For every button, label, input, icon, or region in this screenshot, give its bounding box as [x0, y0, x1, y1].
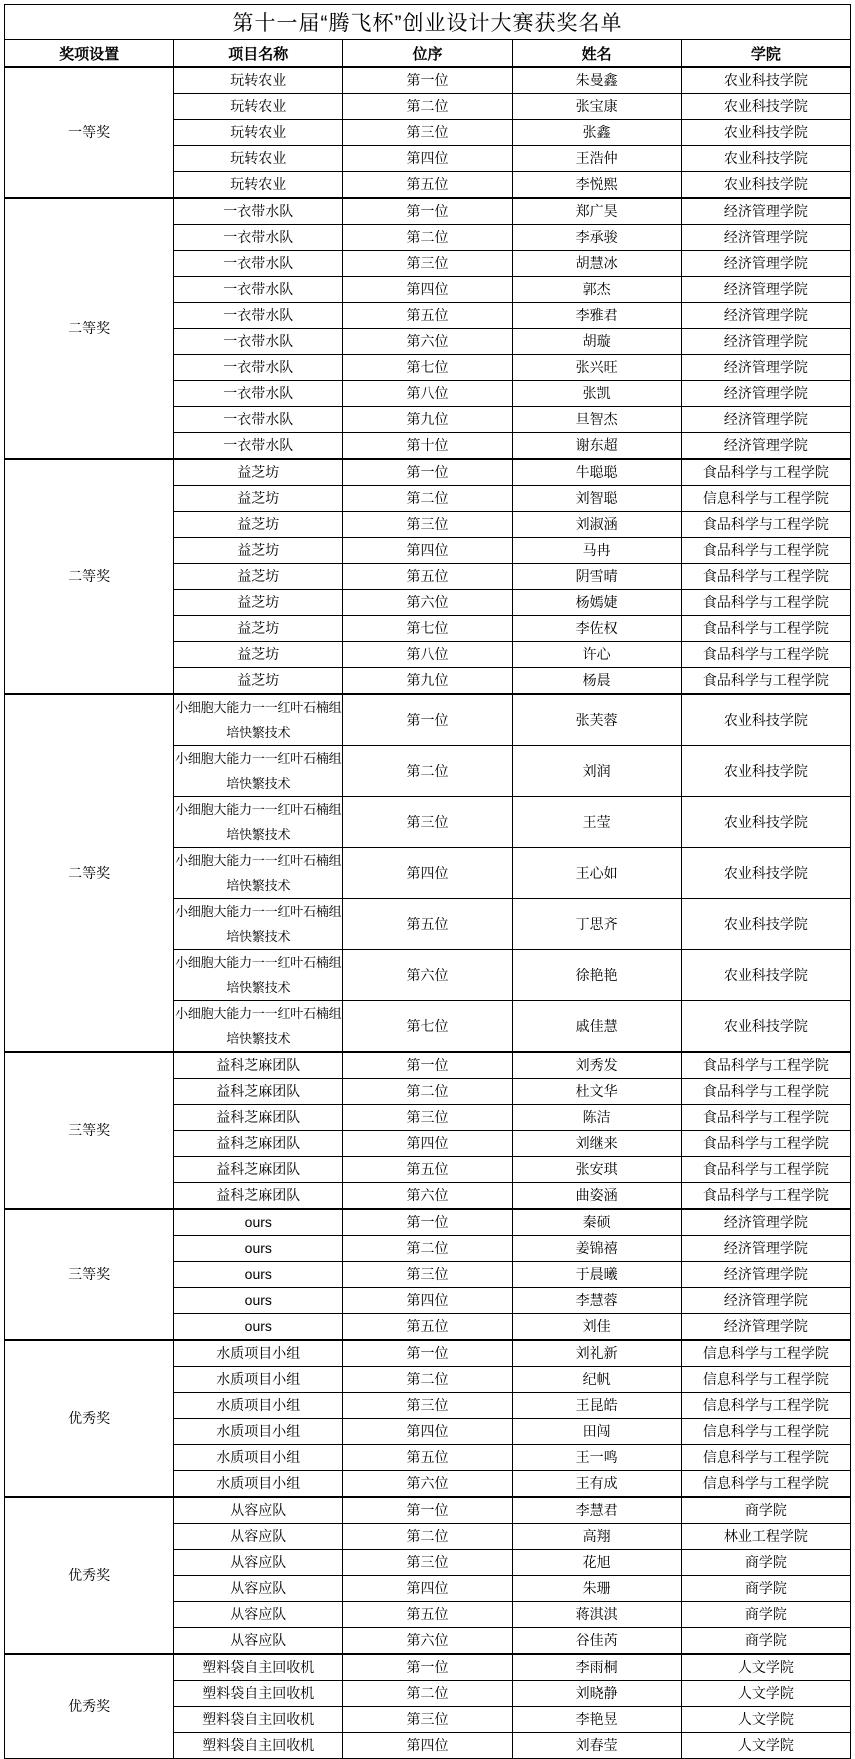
- cell-rank: 第二位: [343, 1079, 512, 1105]
- cell-rank: 第五位: [343, 1314, 512, 1341]
- cell-project: 从容应队: [174, 1628, 343, 1655]
- cell-project: 水质项目小组: [174, 1367, 343, 1393]
- table-body: [5, 67, 851, 1759]
- cell-rank: 第四位: [343, 538, 512, 564]
- cell-project: 水质项目小组: [174, 1471, 343, 1498]
- cell-project: 益芝坊: [174, 616, 343, 642]
- cell-project: 益科芝麻团队: [174, 1157, 343, 1183]
- cell-college: 经济管理学院: [681, 355, 850, 381]
- cell-name: 张宝康: [512, 94, 681, 120]
- cell-name: 杨嫣婕: [512, 590, 681, 616]
- cell-rank: 第四位: [343, 1288, 512, 1314]
- cell-college: 商学院: [681, 1602, 850, 1628]
- table-row: [5, 1497, 851, 1524]
- cell-project: 益芝坊: [174, 538, 343, 564]
- cell-name: 杨晨: [512, 668, 681, 695]
- cell-college: 人文学院: [681, 1681, 850, 1707]
- cell-project: 一衣带水队: [174, 407, 343, 433]
- cell-name: 纪帆: [512, 1367, 681, 1393]
- cell-name: 张芙蓉: [512, 694, 681, 746]
- cell-rank: 第五位: [343, 1445, 512, 1471]
- cell-college: 经济管理学院: [681, 198, 850, 225]
- cell-project: 玩转农业: [174, 172, 343, 199]
- award-group-label: 三等奖: [5, 1052, 174, 1209]
- cell-rank: 第五位: [343, 899, 512, 950]
- cell-name: 马冉: [512, 538, 681, 564]
- cell-college: 食品科学与工程学院: [681, 1157, 850, 1183]
- cell-rank: 第二位: [343, 1367, 512, 1393]
- cell-rank: 第一位: [343, 1340, 512, 1367]
- cell-name: 陈洁: [512, 1105, 681, 1131]
- cell-project: 玩转农业: [174, 67, 343, 94]
- cell-project: 益芝坊: [174, 512, 343, 538]
- column-header-rank: 位序: [343, 40, 512, 68]
- cell-name: 花旭: [512, 1550, 681, 1576]
- cell-name: 于晨曦: [512, 1262, 681, 1288]
- cell-college: 经济管理学院: [681, 1209, 850, 1236]
- cell-name: 刘礼新: [512, 1340, 681, 1367]
- cell-project: 水质项目小组: [174, 1340, 343, 1367]
- cell-rank: 第二位: [343, 1681, 512, 1707]
- cell-project: 益科芝麻团队: [174, 1052, 343, 1079]
- cell-rank: 第九位: [343, 407, 512, 433]
- cell-name: 朱珊: [512, 1576, 681, 1602]
- cell-college: 经济管理学院: [681, 225, 850, 251]
- cell-rank: 第二位: [343, 1236, 512, 1262]
- cell-project: 小细胞大能力一一红叶石楠组培快繁技术: [174, 694, 343, 746]
- cell-project: 小细胞大能力一一红叶石楠组培快繁技术: [174, 848, 343, 899]
- cell-rank: 第一位: [343, 198, 512, 225]
- cell-name: 刘继来: [512, 1131, 681, 1157]
- award-group-label: 三等奖: [5, 1209, 174, 1340]
- cell-project: ours: [174, 1209, 343, 1236]
- cell-college: 农业科技学院: [681, 694, 850, 746]
- cell-college: 人文学院: [681, 1707, 850, 1733]
- cell-name: 丁思齐: [512, 899, 681, 950]
- cell-college: 信息科学与工程学院: [681, 1471, 850, 1498]
- cell-name: 王昆皓: [512, 1393, 681, 1419]
- cell-college: 经济管理学院: [681, 407, 850, 433]
- cell-project: 从容应队: [174, 1524, 343, 1550]
- cell-name: 李艳昱: [512, 1707, 681, 1733]
- cell-college: 农业科技学院: [681, 848, 850, 899]
- cell-college: 农业科技学院: [681, 94, 850, 120]
- cell-project: ours: [174, 1262, 343, 1288]
- cell-project: 从容应队: [174, 1602, 343, 1628]
- cell-name: 张鑫: [512, 120, 681, 146]
- cell-rank: 第十位: [343, 433, 512, 460]
- cell-college: 农业科技学院: [681, 146, 850, 172]
- cell-college: 农业科技学院: [681, 746, 850, 797]
- cell-project: 一衣带水队: [174, 198, 343, 225]
- cell-name: 李慧蓉: [512, 1288, 681, 1314]
- cell-project: ours: [174, 1314, 343, 1341]
- cell-project: 玩转农业: [174, 146, 343, 172]
- cell-name: 张安琪: [512, 1157, 681, 1183]
- cell-project: 小细胞大能力一一红叶石楠组培快繁技术: [174, 746, 343, 797]
- cell-college: 农业科技学院: [681, 120, 850, 146]
- cell-rank: 第六位: [343, 1183, 512, 1210]
- cell-rank: 第六位: [343, 1471, 512, 1498]
- cell-rank: 第七位: [343, 616, 512, 642]
- cell-rank: 第一位: [343, 1497, 512, 1524]
- cell-college: 商学院: [681, 1550, 850, 1576]
- cell-name: 刘智聪: [512, 486, 681, 512]
- award-group-label: 优秀奖: [5, 1654, 174, 1759]
- cell-name: 田闯: [512, 1419, 681, 1445]
- cell-college: 农业科技学院: [681, 899, 850, 950]
- cell-rank: 第四位: [343, 277, 512, 303]
- cell-rank: 第三位: [343, 120, 512, 146]
- cell-project: 益芝坊: [174, 564, 343, 590]
- cell-project: 从容应队: [174, 1550, 343, 1576]
- cell-name: 蒋淇淇: [512, 1602, 681, 1628]
- cell-college: 人文学院: [681, 1654, 850, 1681]
- cell-rank: 第三位: [343, 1393, 512, 1419]
- cell-name: 刘润: [512, 746, 681, 797]
- cell-college: 食品科学与工程学院: [681, 538, 850, 564]
- cell-project: 小细胞大能力一一红叶石楠组培快繁技术: [174, 797, 343, 848]
- cell-name: 王浩仲: [512, 146, 681, 172]
- cell-name: 朱曼鑫: [512, 67, 681, 94]
- cell-rank: 第四位: [343, 848, 512, 899]
- cell-rank: 第三位: [343, 512, 512, 538]
- cell-rank: 第二位: [343, 486, 512, 512]
- cell-project: 小细胞大能力一一红叶石楠组培快繁技术: [174, 950, 343, 1001]
- cell-project: ours: [174, 1236, 343, 1262]
- cell-name: 刘春莹: [512, 1733, 681, 1759]
- cell-name: 牛聪聪: [512, 459, 681, 486]
- award-group-label: 二等奖: [5, 694, 174, 1052]
- cell-college: 农业科技学院: [681, 950, 850, 1001]
- cell-project: 水质项目小组: [174, 1419, 343, 1445]
- cell-college: 食品科学与工程学院: [681, 590, 850, 616]
- cell-rank: 第八位: [343, 642, 512, 668]
- cell-project: 一衣带水队: [174, 225, 343, 251]
- cell-project: 玩转农业: [174, 120, 343, 146]
- cell-rank: 第四位: [343, 1576, 512, 1602]
- table-row: [5, 694, 851, 746]
- cell-rank: 第二位: [343, 746, 512, 797]
- cell-college: 人文学院: [681, 1733, 850, 1759]
- cell-project: 益芝坊: [174, 668, 343, 695]
- cell-college: 农业科技学院: [681, 172, 850, 199]
- cell-college: 经济管理学院: [681, 1236, 850, 1262]
- cell-name: 李悦熙: [512, 172, 681, 199]
- cell-rank: 第一位: [343, 694, 512, 746]
- cell-rank: 第五位: [343, 172, 512, 199]
- cell-rank: 第四位: [343, 146, 512, 172]
- award-group-label: 优秀奖: [5, 1497, 174, 1654]
- cell-rank: 第三位: [343, 797, 512, 848]
- cell-name: 徐艳艳: [512, 950, 681, 1001]
- cell-name: 谢东超: [512, 433, 681, 460]
- cell-rank: 第一位: [343, 459, 512, 486]
- cell-rank: 第一位: [343, 1209, 512, 1236]
- cell-rank: 第九位: [343, 668, 512, 695]
- cell-rank: 第二位: [343, 225, 512, 251]
- cell-college: 信息科学与工程学院: [681, 1419, 850, 1445]
- table-row: [5, 459, 851, 486]
- cell-project: 一衣带水队: [174, 433, 343, 460]
- table-header: [5, 5, 851, 68]
- cell-name: 张兴旺: [512, 355, 681, 381]
- cell-name: 王一鸣: [512, 1445, 681, 1471]
- cell-rank: 第四位: [343, 1131, 512, 1157]
- cell-project: 从容应队: [174, 1497, 343, 1524]
- table-row: [5, 1340, 851, 1367]
- table-row: [5, 1052, 851, 1079]
- cell-name: 曲姿涵: [512, 1183, 681, 1210]
- cell-college: 食品科学与工程学院: [681, 512, 850, 538]
- cell-rank: 第五位: [343, 1157, 512, 1183]
- table-row: [5, 1209, 851, 1236]
- cell-name: 杜文华: [512, 1079, 681, 1105]
- cell-college: 商学院: [681, 1497, 850, 1524]
- cell-college: 信息科学与工程学院: [681, 1340, 850, 1367]
- cell-college: 食品科学与工程学院: [681, 564, 850, 590]
- cell-name: 王心如: [512, 848, 681, 899]
- cell-name: 戚佳慧: [512, 1001, 681, 1053]
- column-header-award: 奖项设置: [5, 40, 174, 68]
- cell-college: 经济管理学院: [681, 303, 850, 329]
- cell-project: 小细胞大能力一一红叶石楠组培快繁技术: [174, 899, 343, 950]
- cell-rank: 第三位: [343, 1105, 512, 1131]
- cell-rank: 第三位: [343, 1262, 512, 1288]
- cell-project: 塑料袋自主回收机: [174, 1707, 343, 1733]
- cell-college: 信息科学与工程学院: [681, 1393, 850, 1419]
- cell-rank: 第五位: [343, 303, 512, 329]
- cell-name: 郭杰: [512, 277, 681, 303]
- column-header-row: [5, 40, 851, 68]
- award-group-label: 一等奖: [5, 67, 174, 198]
- cell-project: 一衣带水队: [174, 381, 343, 407]
- cell-project: 一衣带水队: [174, 277, 343, 303]
- cell-college: 食品科学与工程学院: [681, 1183, 850, 1210]
- cell-rank: 第一位: [343, 1654, 512, 1681]
- cell-name: 张凯: [512, 381, 681, 407]
- table-row: [5, 1654, 851, 1681]
- cell-rank: 第一位: [343, 67, 512, 94]
- cell-college: 经济管理学院: [681, 329, 850, 355]
- cell-name: 王有成: [512, 1471, 681, 1498]
- cell-project: 从容应队: [174, 1576, 343, 1602]
- cell-project: 一衣带水队: [174, 329, 343, 355]
- cell-project: 一衣带水队: [174, 251, 343, 277]
- title-row: [5, 5, 851, 40]
- cell-college: 农业科技学院: [681, 797, 850, 848]
- cell-rank: 第三位: [343, 1550, 512, 1576]
- cell-name: 许心: [512, 642, 681, 668]
- cell-project: 水质项目小组: [174, 1393, 343, 1419]
- award-group-label: 二等奖: [5, 459, 174, 694]
- cell-rank: 第六位: [343, 329, 512, 355]
- cell-college: 经济管理学院: [681, 1314, 850, 1341]
- cell-project: 塑料袋自主回收机: [174, 1654, 343, 1681]
- cell-name: 李雅君: [512, 303, 681, 329]
- cell-college: 食品科学与工程学院: [681, 642, 850, 668]
- cell-college: 商学院: [681, 1628, 850, 1655]
- cell-project: 塑料袋自主回收机: [174, 1733, 343, 1759]
- cell-name: 李承骏: [512, 225, 681, 251]
- cell-name: 谷佳芮: [512, 1628, 681, 1655]
- cell-college: 食品科学与工程学院: [681, 1131, 850, 1157]
- award-group-label: 优秀奖: [5, 1340, 174, 1497]
- cell-project: 益科芝麻团队: [174, 1079, 343, 1105]
- cell-name: 郑广昊: [512, 198, 681, 225]
- cell-rank: 第四位: [343, 1733, 512, 1759]
- cell-project: 小细胞大能力一一红叶石楠组培快繁技术: [174, 1001, 343, 1053]
- column-header-college: 学院: [681, 40, 850, 68]
- cell-rank: 第七位: [343, 355, 512, 381]
- cell-project: 一衣带水队: [174, 303, 343, 329]
- cell-name: 高翔: [512, 1524, 681, 1550]
- cell-project: 益芝坊: [174, 486, 343, 512]
- cell-college: 食品科学与工程学院: [681, 1079, 850, 1105]
- cell-name: 李佐权: [512, 616, 681, 642]
- cell-college: 农业科技学院: [681, 1001, 850, 1053]
- cell-project: ours: [174, 1288, 343, 1314]
- cell-rank: 第一位: [343, 1052, 512, 1079]
- cell-name: 李慧君: [512, 1497, 681, 1524]
- cell-project: 益芝坊: [174, 642, 343, 668]
- cell-project: 益芝坊: [174, 459, 343, 486]
- cell-college: 林业工程学院: [681, 1524, 850, 1550]
- cell-rank: 第六位: [343, 950, 512, 1001]
- cell-name: 秦硕: [512, 1209, 681, 1236]
- cell-college: 农业科技学院: [681, 67, 850, 94]
- cell-project: 益芝坊: [174, 590, 343, 616]
- cell-college: 信息科学与工程学院: [681, 486, 850, 512]
- cell-project: 益科芝麻团队: [174, 1105, 343, 1131]
- cell-project: 塑料袋自主回收机: [174, 1681, 343, 1707]
- cell-college: 经济管理学院: [681, 381, 850, 407]
- column-header-project: 项目名称: [174, 40, 343, 68]
- cell-college: 经济管理学院: [681, 1262, 850, 1288]
- cell-college: 食品科学与工程学院: [681, 459, 850, 486]
- cell-college: 经济管理学院: [681, 251, 850, 277]
- table-row: [5, 198, 851, 225]
- cell-name: 刘佳: [512, 1314, 681, 1341]
- cell-rank: 第三位: [343, 251, 512, 277]
- cell-name: 王莹: [512, 797, 681, 848]
- cell-rank: 第五位: [343, 1602, 512, 1628]
- award-list-table: [4, 4, 851, 1759]
- cell-rank: 第八位: [343, 381, 512, 407]
- cell-name: 胡璇: [512, 329, 681, 355]
- cell-rank: 第三位: [343, 1707, 512, 1733]
- cell-college: 食品科学与工程学院: [681, 668, 850, 695]
- cell-rank: 第二位: [343, 1524, 512, 1550]
- cell-college: 食品科学与工程学院: [681, 1052, 850, 1079]
- cell-project: 一衣带水队: [174, 355, 343, 381]
- cell-rank: 第二位: [343, 94, 512, 120]
- cell-name: 刘秀发: [512, 1052, 681, 1079]
- cell-rank: 第四位: [343, 1419, 512, 1445]
- cell-name: 姜锦禧: [512, 1236, 681, 1262]
- cell-name: 刘晓静: [512, 1681, 681, 1707]
- cell-rank: 第六位: [343, 590, 512, 616]
- cell-name: 旦智杰: [512, 407, 681, 433]
- cell-college: 经济管理学院: [681, 277, 850, 303]
- cell-project: 益科芝麻团队: [174, 1183, 343, 1210]
- cell-rank: 第六位: [343, 1628, 512, 1655]
- cell-rank: 第七位: [343, 1001, 512, 1053]
- cell-rank: 第五位: [343, 564, 512, 590]
- cell-college: 信息科学与工程学院: [681, 1445, 850, 1471]
- cell-college: 经济管理学院: [681, 433, 850, 460]
- cell-college: 商学院: [681, 1576, 850, 1602]
- cell-project: 玩转农业: [174, 94, 343, 120]
- award-group-label: 二等奖: [5, 198, 174, 459]
- cell-college: 食品科学与工程学院: [681, 1105, 850, 1131]
- cell-college: 信息科学与工程学院: [681, 1367, 850, 1393]
- table-row: [5, 67, 851, 94]
- cell-project: 水质项目小组: [174, 1445, 343, 1471]
- page-title: 第十一届“腾飞杯”创业设计大赛获奖名单: [5, 5, 851, 40]
- cell-name: 阴雪晴: [512, 564, 681, 590]
- cell-name: 胡慧冰: [512, 251, 681, 277]
- column-header-name: 姓名: [512, 40, 681, 68]
- cell-name: 李雨桐: [512, 1654, 681, 1681]
- cell-project: 益科芝麻团队: [174, 1131, 343, 1157]
- cell-name: 刘淑涵: [512, 512, 681, 538]
- cell-college: 食品科学与工程学院: [681, 616, 850, 642]
- cell-college: 经济管理学院: [681, 1288, 850, 1314]
